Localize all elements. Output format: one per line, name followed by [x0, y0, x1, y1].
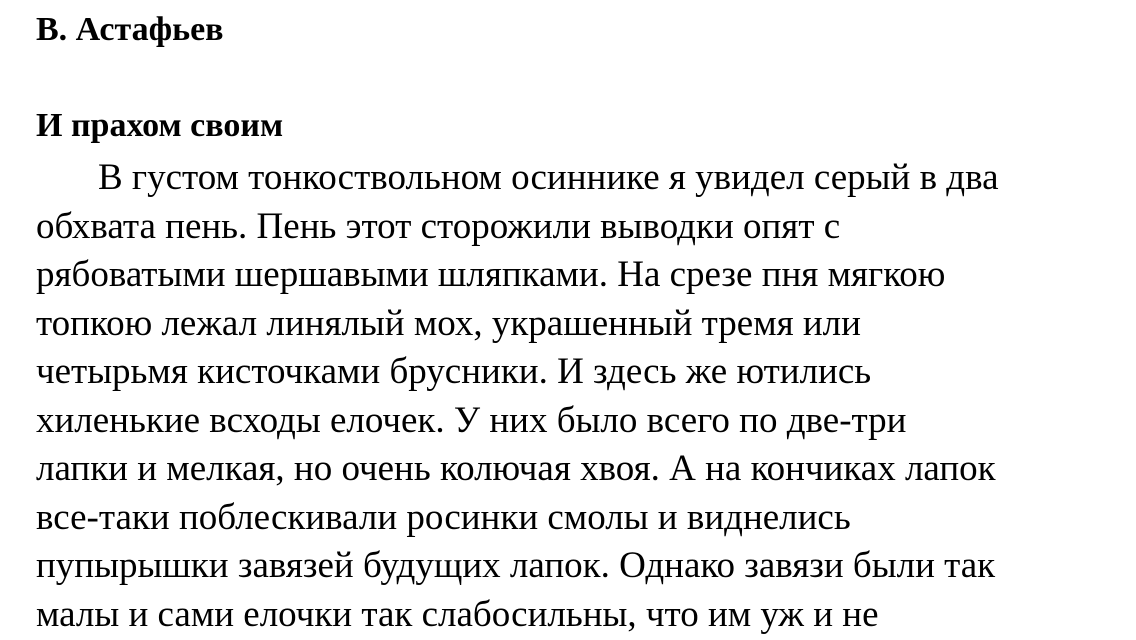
text-line: обхвата пень. Пень этот сторожили выводки опят с	[36, 205, 841, 247]
text-line: рябоватыми шершавыми шляпками. На срезе пня мягкою	[36, 254, 946, 295]
text-line: малы и сами елочки так слабосильны, что им уж и не	[36, 593, 879, 635]
text-line: хиленькие всходы елочек. У них было всего по две-три	[36, 399, 907, 441]
text-line: все-таки поблескивали росинки смолы и виднелись	[36, 496, 851, 538]
text-line: лапки и мелкая, но очень колючая хвоя. А на кончиках лапок	[36, 448, 996, 489]
text-line: пупырышки завязей будущих лапок. Однако завязи были так	[36, 545, 996, 586]
story-text	[36, 154, 1126, 639]
story-title: И прахом своим	[36, 107, 284, 144]
text-line: топкою лежал линялый мох, украшенный тремя или	[36, 302, 861, 344]
text-line: В густом тонкоствольном осиннике я увидел серый в два	[98, 157, 999, 198]
text-line: четырьмя кисточками брусники. И здесь же ютились	[36, 351, 872, 392]
author-name: В. Астафьев	[36, 11, 224, 48]
